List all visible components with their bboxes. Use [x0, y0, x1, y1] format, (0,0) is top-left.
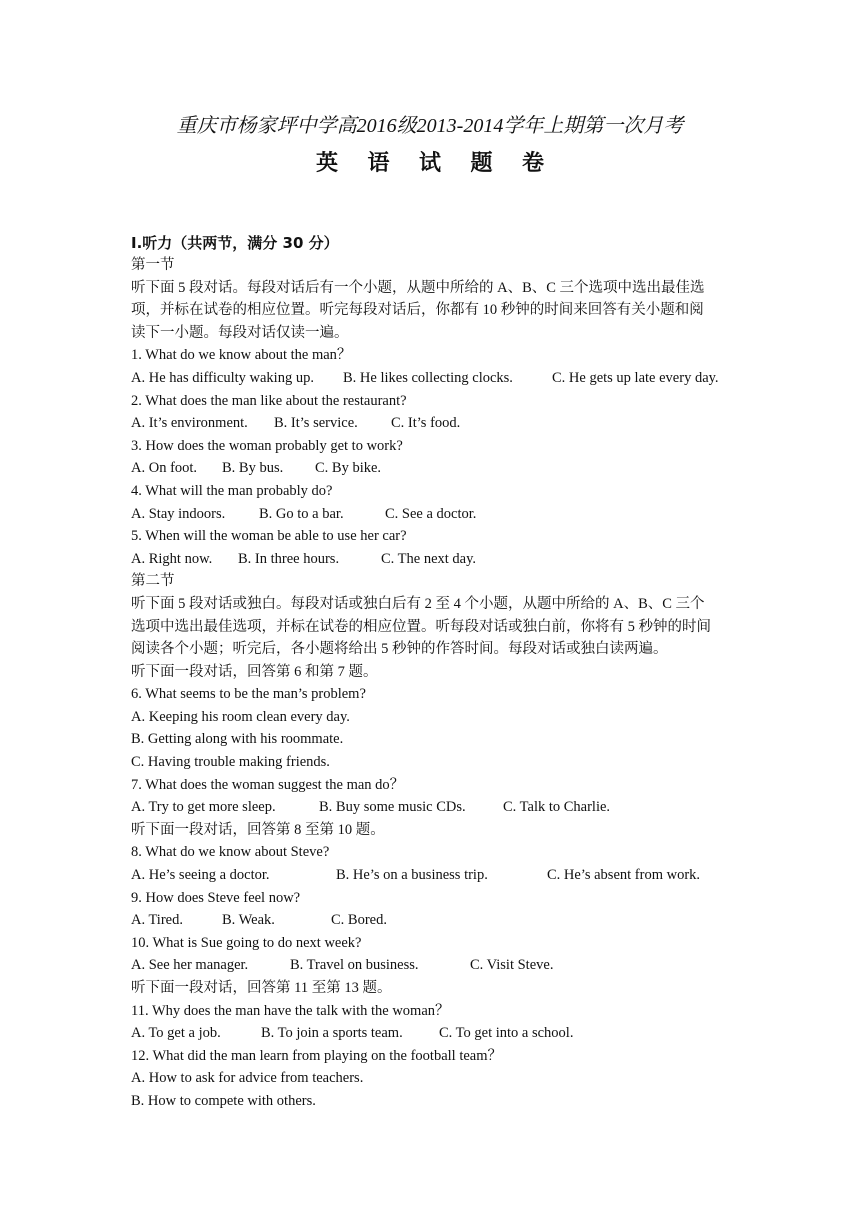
option-c: C. To get into a school. [439, 1025, 574, 1042]
instruction-line: 选项中选出最佳选项，并标在试卷的相应位置。听每段对话或独白前，你将有 5 秒钟的时间 [131, 618, 711, 635]
option-c: C. By bike. [315, 460, 382, 477]
question-stem: 11. Why does the man have the talk with the woman？ [131, 1002, 450, 1019]
question-options [131, 864, 731, 887]
question-options [131, 457, 731, 480]
option-b: B. By bus. [222, 460, 284, 477]
option-b: B. Buy some music CDs. [319, 799, 466, 816]
question-options [131, 548, 731, 571]
question-stem: 2. What does the man like about the restaurant? [131, 392, 407, 409]
option-a: A. To get a job. [131, 1025, 221, 1042]
option-a: A. Try to get more sleep. [131, 799, 276, 816]
option-b: B. Weak. [222, 912, 275, 929]
question-options [131, 1022, 731, 1045]
option-a: A. See her manager. [131, 957, 249, 974]
option-b: B. In three hours. [238, 550, 340, 567]
question-options [131, 367, 731, 390]
question-stem: 1. What do we know about the man？ [131, 347, 352, 364]
question-stem: 8. What do we know about Steve? [131, 844, 330, 861]
question-stem: 7. What does the woman suggest the man do？ [131, 776, 405, 793]
question-stem: 5. When will the woman be able to use her car? [131, 528, 407, 545]
listening-section [131, 232, 731, 1113]
question-stem: 3. How does the woman probably get to work? [131, 437, 403, 454]
question-stem: 9. How does Steve feel now? [131, 889, 301, 906]
section-heading: Ⅰ.听力（共两节，满分 30 分） [131, 234, 339, 252]
dialog-instruction: 听下面一段对话，回答第 6 和第 7 题。 [131, 663, 378, 680]
option-a: A. Keeping his room clean every day. [131, 708, 350, 725]
option-a: A. Tired. [131, 912, 183, 929]
option-c: C. It’s food. [391, 415, 461, 432]
option-a: A. He has difficulty waking up. [131, 369, 314, 386]
option-c: C. He gets up late every day. [552, 369, 719, 386]
question-options [131, 909, 731, 932]
question-stem: 4. What will the man probably do? [131, 482, 333, 499]
option-a: A. It’s environment. [131, 415, 248, 432]
option-c: C. See a doctor. [385, 505, 477, 522]
dialog-instruction: 听下面一段对话，回答第 8 至第 10 题。 [131, 821, 385, 838]
instruction-line: 阅读各个小题；听完后，各小题将给出 5 秒钟的作答时间。每段对话或独白读两遍。 [131, 641, 668, 658]
instruction-line: 听下面 5 段对话或独白。每段对话或独白后有 2 至 4 个小题，从题中所给的 A、B、C 三个 [131, 595, 705, 612]
exam-title: 重庆市杨家坪中学高2016级2013-2014学年上期第一次月考 [176, 115, 684, 137]
option-a: A. How to ask for advice from teachers. [131, 1070, 364, 1087]
option-c: C. He’s absent from work. [547, 867, 701, 884]
option-b: B. How to compete with others. [131, 1092, 316, 1109]
option-c: C. The next day. [381, 550, 477, 567]
exam-subtitle: 英 语 试 题 卷 [315, 150, 556, 175]
option-b: B. Go to a bar. [259, 505, 344, 522]
question-options [131, 796, 731, 819]
option-c: C. Talk to Charlie. [503, 799, 611, 816]
option-c: C. Visit Steve. [470, 957, 554, 974]
option-b: B. Travel on business. [290, 957, 419, 974]
question-stem: 10. What is Sue going to do next week? [131, 934, 362, 951]
option-b: B. To join a sports team. [261, 1025, 403, 1042]
question-options [131, 954, 731, 977]
option-a: A. Stay indoors. [131, 505, 226, 522]
option-a: A. He’s seeing a doctor. [131, 867, 270, 884]
option-b: B. It’s service. [274, 415, 358, 432]
option-c: C. Having trouble making friends. [131, 754, 330, 771]
option-b: B. He likes collecting clocks. [343, 369, 513, 386]
option-b: B. He’s on a business trip. [336, 867, 488, 884]
question-stem: 12. What did the man learn from playing on the football team？ [131, 1047, 502, 1064]
option-c: C. Bored. [331, 912, 387, 929]
instruction-line: 听下面 5 段对话。每段对话后有一个小题，从题中所给的 A、B、C 三个选项中选出最佳选 [131, 279, 705, 296]
part-label: 第一节 [131, 257, 175, 273]
option-b: B. Getting along with his roommate. [131, 731, 344, 748]
instruction-line: 读下一小题。每段对话仅读一遍。 [131, 324, 349, 341]
dialog-instruction: 听下面一段对话，回答第 11 至第 13 题。 [131, 980, 392, 996]
option-a: A. On foot. [131, 460, 198, 477]
part-label: 第二节 [131, 573, 175, 590]
instruction-line: 项，并标在试卷的相应位置。听完每段对话后，你都有 10 秒钟的时间来回答有关小题和阅 [131, 302, 704, 319]
question-options [131, 503, 731, 526]
question-stem: 6. What seems to be the man’s problem? [131, 686, 366, 703]
option-a: A. Right now. [131, 550, 213, 567]
question-options [131, 412, 731, 435]
